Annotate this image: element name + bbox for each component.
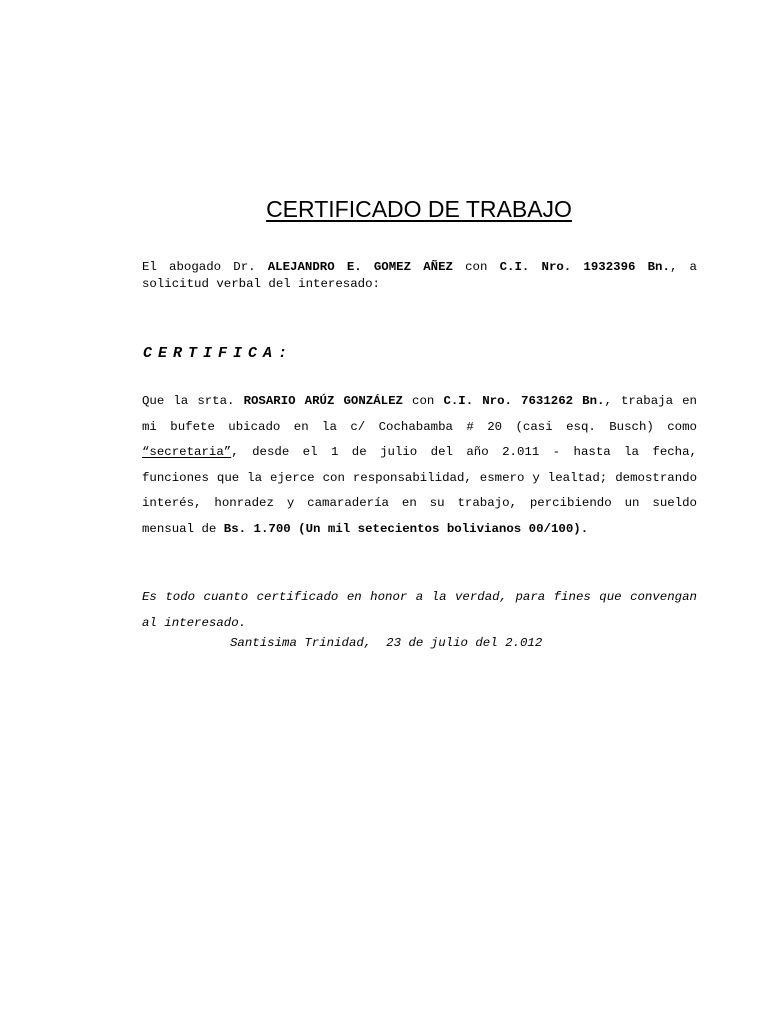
intro-paragraph	[142, 259, 697, 293]
intro-text-1: El abogado Dr.	[142, 260, 268, 274]
document-title: CERTIFICADO DE TRABAJO	[266, 196, 572, 222]
place-date: Santisima Trinidad, 23 de julio del 2.012	[230, 636, 543, 650]
body-text-4: , desde el 1 de julio del año 2.011 - hasta la fecha, funciones que la ejerce con responsabilidad, esmero y lealtad; demostrando interés, honradez y camaradería en su trabajo, percibiendo un sueldo mensual de	[142, 445, 697, 536]
lawyer-ci: C.I. Nro. 1932396 Bn.	[499, 260, 670, 274]
employee-ci: C.I. Nro. 7631262 Bn.	[443, 394, 605, 408]
salary-amount: Bs. 1.700 (Un mil setecientos bolivianos 00/100)	[223, 521, 581, 536]
lawyer-name: ALEJANDRO E. GOMEZ AÑEZ	[267, 260, 453, 274]
body-text-1: Que la srta.	[142, 394, 244, 408]
employee-position: “secretaria”	[142, 445, 232, 460]
body-text-2: con	[402, 394, 444, 408]
intro-text-3: , a solicitud verbal del interesado:	[142, 260, 697, 291]
certifica-heading: CERTIFICA:	[143, 345, 294, 362]
employee-name: ROSARIO ARÚZ GONZÁLEZ	[243, 394, 403, 408]
body-text-5: .	[580, 521, 589, 536]
intro-text-2: con	[452, 260, 500, 274]
body-text-3: , trabaja en mi bufete ubicado en la c/ Cochabamba # 20 (casi esq. Busch) como	[142, 394, 697, 434]
body-paragraph	[142, 389, 697, 543]
closing-paragraph: Es todo cuanto certificado en honor a la verdad, para fines que convengan al interesado.	[142, 590, 697, 630]
